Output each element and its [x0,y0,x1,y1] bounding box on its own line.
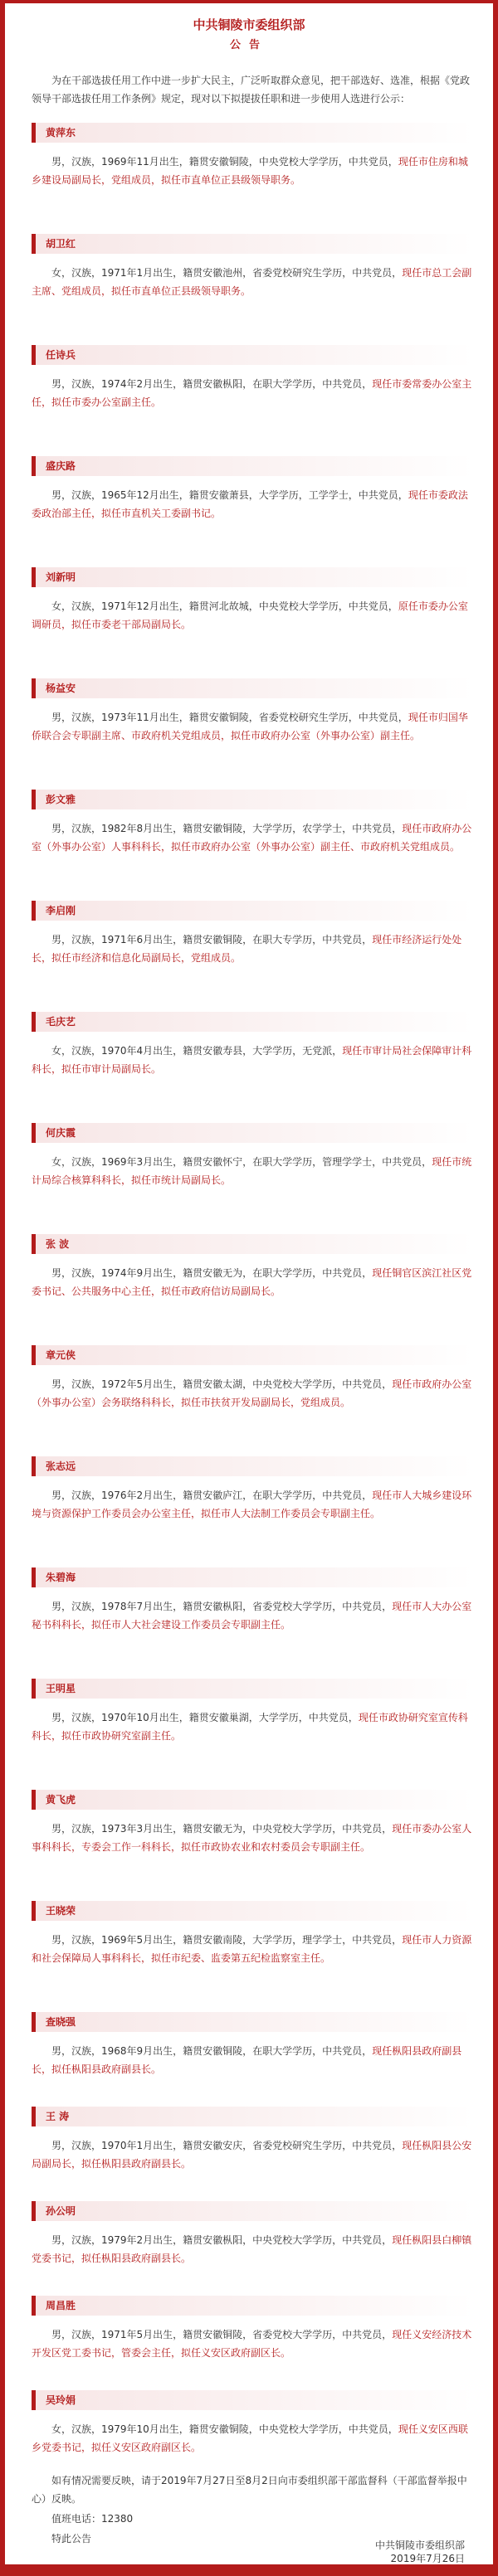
person-description [32,264,473,300]
name-bar [32,1123,473,1143]
name-bar [32,123,473,143]
person-background: 男，汉族，1971年5月出生，籍贯安徽铜陵，省委党校大学学历，中共党员， [51,2329,393,2340]
person-position: 现任市委办公室人事科科长，专委会工作一科科长，拟任市政协农业和农村委员会专职副主任。 [32,1823,472,1853]
person-position: 原任市委办公室调研员，拟任市委老干部局副局长。 [32,600,468,630]
person-description [32,2042,473,2078]
name-bar [32,1901,473,1921]
entry [32,567,473,634]
person-position: 现任市住房和城乡建设局副局长，党组成员，拟任市直单位正县级领导职务。 [32,156,468,186]
left-border [0,0,5,2576]
entry [32,790,473,856]
name-bar [32,456,473,476]
person-background: 女，汉族，1970年4月出生，籍贯安徽寿县，大学学历，无党派， [51,1045,343,1057]
name-bar [32,678,473,698]
entry [32,456,473,522]
person-name: 张 波 [46,1238,70,1250]
name-bar [32,2012,473,2032]
person-description [32,153,473,189]
person-name: 查晓强 [46,2016,76,2028]
name-bar [32,1234,473,1254]
person-background: 男，汉族，1971年6月出生，籍贯安徽铜陵，在职大专学历，中共党员， [51,934,373,945]
entry [32,2390,473,2457]
page-title: 中共铜陵市委组织部 [193,17,305,32]
entry [32,1456,473,1523]
person-name: 王晓荣 [46,1905,76,1917]
page-subtitle: 公告 [229,39,268,51]
person-description [32,2326,473,2362]
person-description [32,1375,473,1412]
person-name: 胡卫红 [46,238,76,250]
person-background: 男，汉族，1969年11月出生，籍贯安徽铜陵，中央党校大学学历，中共党员， [51,156,398,168]
person-name: 王明星 [46,1683,76,1694]
person-name: 李启刚 [46,905,76,916]
person-name: 周昌胜 [46,2300,76,2311]
person-name: 张志远 [46,1461,76,1472]
person-background: 女，汉族，1969年3月出生，籍贯安徽怀宁，在职大学学历，管理学学士，中共党员， [51,1156,432,1168]
person-background: 男，汉族，1972年5月出生，籍贯安徽太湖，中央党校大学学历，中共党员， [51,1378,393,1390]
right-border [493,0,498,2576]
person-description [32,486,473,522]
person-name: 盛庆路 [46,460,76,472]
person-position: 现任市政府办公室（外事办公室）人事科科长，拟任市政府办公室（外事办公室）副主任、市政府机关党组成员。 [32,823,472,853]
entry [32,2107,473,2173]
person-description [32,931,473,967]
person-position: 现任市委常委办公室主任，拟任市委办公室副主任。 [32,378,472,408]
person-position: 现任市政府办公室（外事办公室）会务联络科科长，拟任市扶贫开发局副局长，党组成员。 [32,1378,472,1408]
name-bar [32,2296,473,2316]
person-description [32,1264,473,1300]
person-description [32,1042,473,1078]
person-background: 男，汉族，1974年9月出生，籍贯安徽无为，在职大学学历，中共党员， [51,1267,373,1279]
person-background: 男，汉族，1974年2月出生，籍贯安徽枞阳，在职大学学历，中共党员， [51,378,373,390]
person-description [32,1931,473,1967]
person-background: 男，汉族，1969年5月出生，籍贯安徽南陵，大学学历，理学学士，中共党员， [51,1934,403,1946]
entry [32,1901,473,1967]
person-name: 杨益安 [46,683,76,694]
person-position: 现任市委政法委政治部主任，拟任市直机关工委副书记。 [32,489,468,519]
person-background: 女，汉族，1979年10月出生，籍贯安徽铜陵，中央党校大学学历，中共党员， [51,2423,398,2435]
person-description [32,1820,473,1856]
name-bar [32,2107,473,2126]
entry [32,678,473,745]
person-name: 黄飞虎 [46,1794,76,1806]
name-bar [32,1012,473,1032]
person-description [32,708,473,745]
person-description [32,375,473,411]
name-bar [32,2201,473,2221]
person-name: 黄萍东 [46,127,76,139]
name-bar [32,1679,473,1699]
entry [32,1790,473,1856]
person-position: 现任铜官区滨江社区党委书记、公共服务中心主任，拟任市政府信访局副局长。 [32,1267,472,1297]
person-position: 现任枞阳县政府副县长，拟任枞阳县政府副县长。 [32,2045,462,2075]
intro-paragraph: 为在干部选拔任用工作中进一步扩大民主，广泛听取群众意见，把干部选好、选准，根据《党政领导干部选拔任用工作条例》规定，现对以下拟提拔任职和进一步使用人选进行公示： [32,75,471,104]
person-background: 男，汉族，1976年2月出生，籍贯安徽庐江，在职大学学历，中共党员， [51,1490,373,1501]
person-position: 现任市人力资源和社会保障局人事科科长，拟任市纪委、监委第五纪检监察室主任。 [32,1934,472,1964]
person-description [32,819,473,856]
person-position: 现任市经济运行处处长，拟任市经济和信息化局副局长，党组成员。 [32,934,462,964]
entry [32,1679,473,1745]
person-background: 女，汉族，1971年1月出生，籍贯安徽池州，省委党校研究生学历，中共党员， [51,267,403,279]
entry [32,345,473,411]
entry [32,123,473,189]
entry [32,901,473,967]
name-bar [32,1345,473,1365]
person-description [32,597,473,634]
person-position: 现任市归国华侨联合会专职副主席、市政府机关党组成员，拟任市政府办公室（外事办公室）副主任。 [32,712,468,741]
person-position: 现任市政协研究室宣传科科长，拟任市政协研究室副主任。 [32,1712,468,1742]
person-name: 任诗兵 [46,349,76,361]
person-background: 男，汉族，1970年1月出生，籍贯安徽安庆，省委党校研究生学历，中共党员， [51,2140,403,2151]
person-description [32,1708,473,1745]
name-bar [32,901,473,921]
name-bar [32,1790,473,1810]
person-name: 王 涛 [46,2111,70,2122]
person-description [32,1597,473,1634]
person-background: 男，汉族，1965年12月出生，籍贯安徽萧县，大学学历，工学学士，中共党员， [51,489,408,501]
person-name: 彭文雅 [46,794,76,805]
person-description [32,1153,473,1189]
person-description [32,1486,473,1523]
signature-date: 2019年7月26日 [390,2553,465,2564]
name-bar [32,1567,473,1587]
person-name: 毛庆艺 [46,1016,76,1028]
entry [32,1567,473,1634]
person-description [32,2136,473,2173]
person-name: 朱碧海 [46,1572,76,1583]
person-background: 男，汉族，1982年8月出生，籍贯安徽铜陵，大学学历，农学学士，中共党员， [51,823,403,834]
entry [32,1234,473,1300]
person-name: 何庆霞 [46,1127,76,1139]
person-name: 章元侠 [46,1349,76,1361]
person-description [32,2420,473,2457]
person-name: 吴玲娟 [46,2394,76,2406]
person-background: 男，汉族，1970年10月出生，籍贯安徽巢湖，大学学历，中共党员， [51,1712,359,1723]
entry [32,2012,473,2078]
closing-notice: 特此公告 [51,2533,92,2544]
person-position: 现任市统计局综合核算科科长，拟任市统计局副局长。 [32,1156,472,1186]
person-name: 孙公明 [46,2205,76,2217]
person-position: 现任市人大城乡建设环境与资源保护工作委员会办公室主任，拟任市人大法制工作委员会专职副主任。 [32,1490,472,1519]
person-background: 男，汉族，1968年9月出生，籍贯安徽铜陵，在职大学学历，中共党员， [51,2045,373,2057]
top-border [0,0,498,3]
person-position: 现任市审计局社会保障审计科科长，拟任市审计局副局长。 [32,1045,472,1075]
hotline: 值班电话：12380 [51,2513,134,2525]
person-position: 现任义安经济技术开发区党工委书记，管委会主任，拟任义安区政府副区长。 [32,2329,472,2359]
person-name: 刘新明 [46,571,76,583]
person-background: 男，汉族，1973年11月出生，籍贯安徽铜陵，省委党校研究生学历，中共党员， [51,712,408,723]
entry [32,2296,473,2362]
person-position: 现任义安区西联乡党委书记，拟任义安区政府副区长。 [32,2423,468,2453]
person-background: 男，汉族，1979年2月出生，籍贯安徽枞阳，中央党校大学学历，中共党员， [51,2234,393,2246]
person-background: 男，汉族，1973年3月出生，籍贯安徽无为，中央党校大学学历，中共党员， [51,1823,393,1835]
name-bar [32,567,473,587]
name-bar [32,790,473,809]
person-position: 现任市总工会副主席、党组成员，拟任市直单位正县级领导职务。 [32,267,472,297]
name-bar [32,2390,473,2410]
name-bar [32,345,473,365]
signature-org: 中共铜陵市委组织部 [374,2540,465,2551]
closing-note: 如有情况需要反映，请于2019年7月27日至8月2日向市委组织部干部监督科（干部监督举报中心）反映。 [32,2475,467,2505]
entry [32,1123,473,1189]
entry [32,1345,473,1412]
person-background: 女，汉族，1971年12月出生，籍贯河北故城，中央党校大学学历，中共党员， [51,600,398,612]
person-position: 现任市人大办公室秘书科科长，拟任市人大社会建设工作委员会专职副主任。 [32,1601,472,1631]
entry [32,234,473,300]
person-position: 现任枞阳县公安局副局长，拟任枞阳县政府副县长。 [32,2140,472,2170]
bottom-border [0,2564,498,2576]
name-bar [32,234,473,254]
name-bar [32,1456,473,1476]
entry [32,2201,473,2267]
person-position: 现任枞阳县白柳镇党委书记，拟任枞阳县政府副县长。 [32,2234,472,2264]
person-background: 男，汉族，1978年7月出生，籍贯安徽枞阳，省委党校大学学历，中共党员， [51,1601,393,1612]
person-description [32,2231,473,2267]
entry [32,1012,473,1078]
